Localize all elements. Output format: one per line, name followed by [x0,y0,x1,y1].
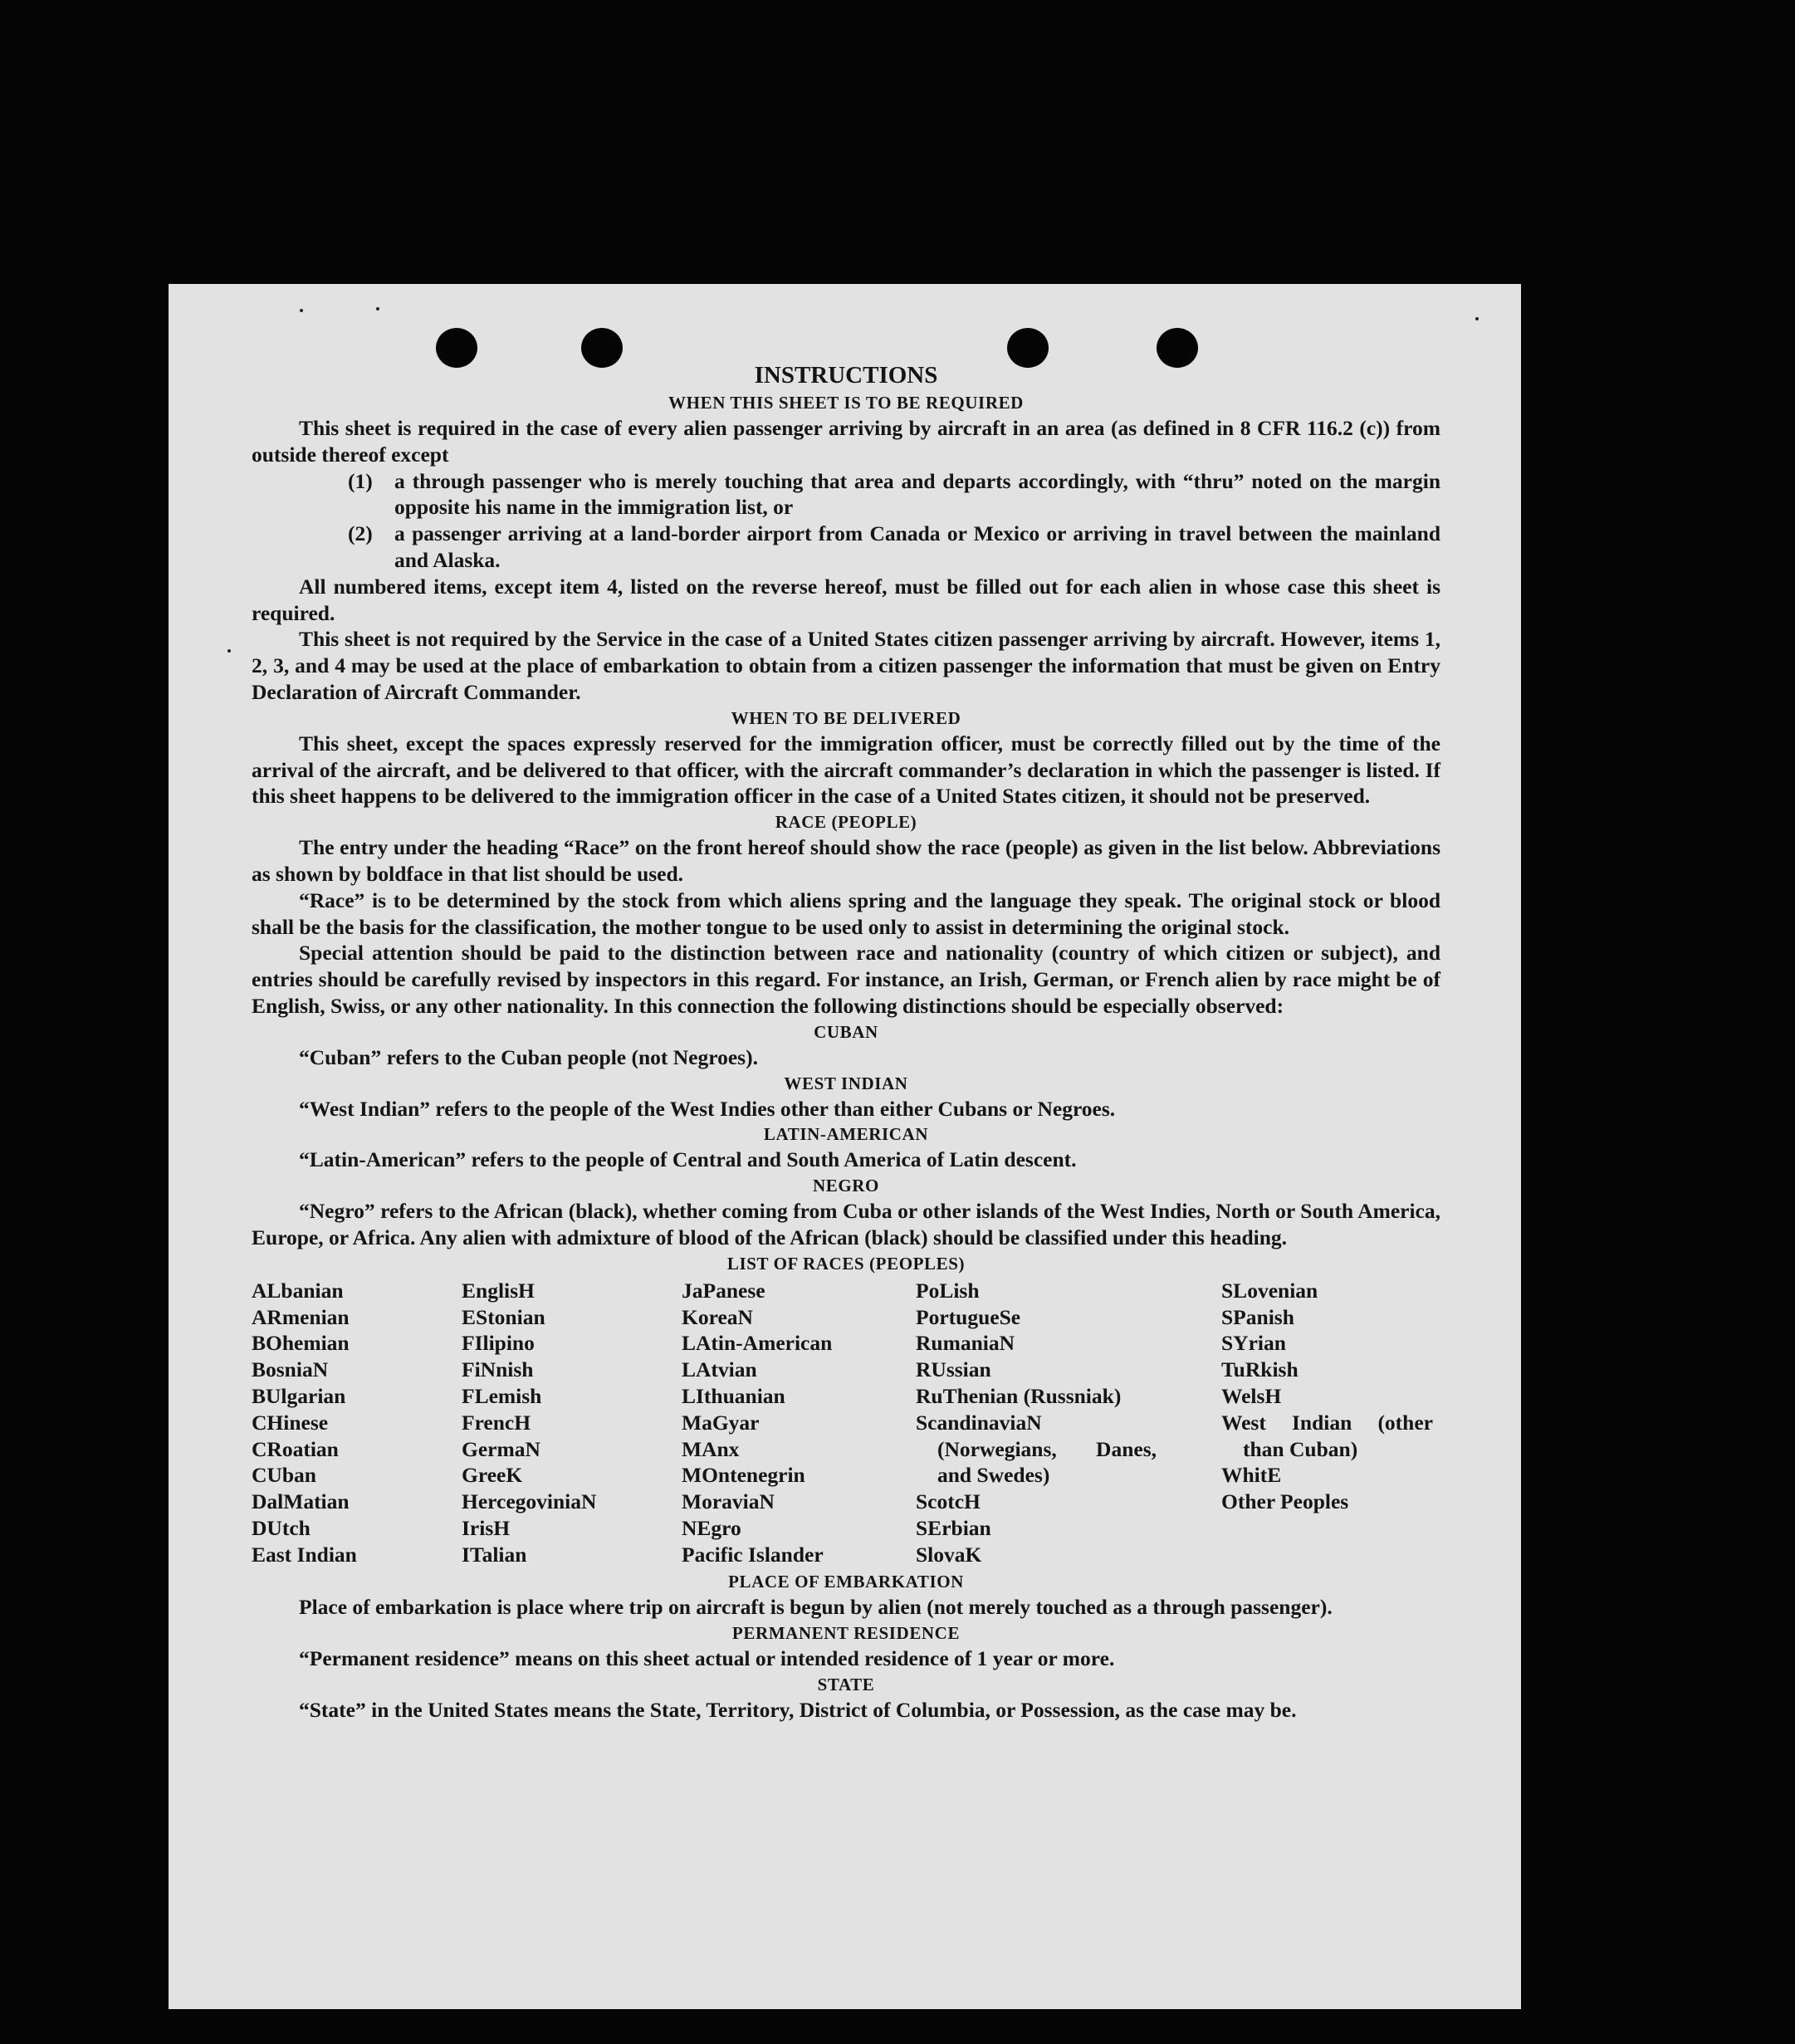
race-entry: MaGyar [682,1410,760,1435]
race-entry: PortugueSe [916,1304,1021,1329]
paragraph: This sheet is not required by the Service in the case of a United States citizen passenger arriving by aircraft. However, items 1, 2, 3, and 4 may be used at the place of embarkation to obtain from a citizen passenger the information that must be given on Entry Declaration of Aircraft Commander. [252,627,1440,704]
section-heading-delivered: WHEN TO BE DELIVERED [731,707,961,728]
races-column [1221,1278,1433,1568]
race-entry: EnglisH [462,1278,535,1303]
race-entry: Other Peoples [1221,1489,1349,1514]
paragraph: This sheet is required in the case of every alien passenger arriving by aircraft in an area (as defined in 8 CFR 116.2 (c)) from outside thereof except [252,416,1440,467]
race-entry: MoraviaN [682,1489,775,1514]
paragraph: “State” in the United States means the State, Territory, District of Columbia, or Possession, as the case may be. [299,1698,1297,1723]
section-heading-race: RACE (PEOPLE) [775,812,917,833]
paragraph: “Permanent residence” means on this sheet actual or intended residence of 1 year or more. [299,1646,1115,1671]
race-entry: BUlgarian [252,1383,346,1408]
race-entry: CRoatian [252,1436,339,1461]
paragraph: “Cuban” refers to the Cuban people (not Negroes). [299,1044,758,1069]
speck [376,307,379,311]
race-entry: GermaN [462,1436,540,1461]
race-entry: IrisH [462,1515,511,1540]
races-column [682,1278,916,1568]
race-entry: ALbanian [252,1278,344,1303]
race-entry: SLovenian [1221,1278,1318,1303]
section-heading-required: WHEN THIS SHEET IS TO BE REQUIRED [668,393,1024,413]
race-entry: RuThenian (Russniak) [916,1383,1122,1408]
race-entry: DUtch [252,1515,311,1540]
race-entry: FIlipino [462,1331,535,1356]
race-entry: LAtin-American [682,1331,833,1356]
speck [1475,317,1479,320]
paragraph: Place of embarkation is place where trip on aircraft is begun by alien (not merely touched as a through passenger). [299,1595,1333,1620]
race-entry: DalMatian [252,1489,350,1514]
section-heading-west-indian: WEST INDIAN [784,1073,908,1093]
race-entry: KoreaN [682,1304,753,1329]
race-entry: CUban [252,1463,316,1488]
item-number: (2) [348,521,373,546]
race-entry: LIthuanian [682,1383,785,1408]
speck [227,649,231,653]
race-entry: EStonian [462,1304,545,1329]
race-entry: BosniaN [252,1357,329,1382]
race-entry: JaPanese [682,1278,765,1303]
race-entry: SYrian [1221,1331,1286,1356]
race-entry: ITalian [462,1542,527,1567]
races-list [252,1278,1440,1568]
race-entry: LAtvian [682,1357,757,1382]
paragraph: All numbered items, except item 4, listed on the reverse hereof, must be filled out for each alien in whose case this sheet is required. [252,574,1440,625]
race-entry: ScotcH [916,1489,981,1514]
section-heading-residence: PERMANENT RESIDENCE [731,1623,961,1644]
item-text: a through passenger who is merely touching that area and departs accordingly, with “thru” noted on the margin opposite his name in the immigration list, or [394,468,1440,520]
races-column [462,1278,682,1568]
section-heading-embarkation: PLACE OF EMBARKATION [728,1572,964,1592]
race-entry: SlovaK [916,1542,982,1567]
list-item [252,468,1440,521]
race-entry: PoLish [916,1278,980,1303]
paragraph: The entry under the heading “Race” on the front hereof should show the race (people) as given in the list below. Abbreviations as shown by boldface in that list should be used. [252,835,1440,886]
race-entry: WhitE [1221,1463,1282,1488]
race-entry: West Indian (other than Cuban) [1221,1410,1433,1461]
paragraph: “West Indian” refers to the people of the West Indies other than either Cubans or Negroes. [299,1096,1116,1121]
paragraph: “Latin-American” refers to the people of Central and South America of Latin descent. [299,1147,1077,1172]
race-entry: TuRkish [1221,1357,1299,1382]
section-heading-cuban: CUBAN [814,1021,878,1042]
race-entry: East Indian [252,1542,357,1567]
paragraph: This sheet, except the spaces expressly reserved for the immigration officer, must be correctly filled out by the time of the arrival of the aircraft, and be delivered to that officer, with the aircraft commander’s declaration in which the passenger is listed. If this sheet happens to be delivered to the immigration officer in the case of a United States citizen, it should not be preserved. [252,731,1440,809]
race-entry: GreeK [462,1463,523,1488]
race-entry: MOntenegrin [682,1463,805,1488]
paragraph: Special attention should be paid to the distinction between race and nationality (country of which citizen or subject), and entries should be carefully revised by inspectors in this regard. For instance, an Irish, German, or French alien by race might be of English, Swiss, or any other nationality. In this connection the following distinctions should be especially observed: [252,941,1440,1018]
race-entry: BOhemian [252,1331,350,1356]
race-entry: CHinese [252,1410,329,1435]
race-entry: RumaniaN [916,1331,1015,1356]
section-heading-latin-american: LATIN-AMERICAN [763,1124,929,1145]
speck [300,309,303,312]
race-entry: NEgro [682,1515,741,1540]
race-entry: FLemish [462,1383,542,1408]
race-entry: FiNnish [462,1357,534,1382]
races-column [916,1278,1221,1568]
item-number: (1) [348,468,373,493]
race-entry: MAnx [682,1436,740,1461]
section-heading-state: STATE [817,1675,875,1695]
races-column [252,1278,462,1568]
race-entry: SErbian [916,1515,991,1540]
race-entry: HercegoviniaN [462,1489,597,1514]
section-heading-negro: NEGRO [812,1176,879,1196]
instructions-content [252,360,1440,1724]
race-entry: Pacific Islander [682,1542,824,1567]
page-title: INSTRUCTIONS [754,362,938,389]
document-sheet [169,284,1521,2009]
race-entry: ARmenian [252,1304,350,1329]
list-item [252,521,1440,574]
section-heading-races-list: LIST OF RACES (PEOPLES) [726,1253,966,1274]
race-entry: WelsH [1221,1383,1282,1408]
race-entry: ScandinaviaN (Norwegians, Danes, and Swedes) [916,1410,1157,1488]
item-text: a passenger arriving at a land-border airport from Canada or Mexico or arriving in travel between the mainland and Alaska. [394,521,1440,572]
paragraph: “Negro” refers to the African (black), whether coming from Cuba or other islands of the West Indies, North or South America, Europe, or Africa. Any alien with admixture of blood of the African (black) should be classified under this heading. [252,1199,1440,1249]
race-entry: SPanish [1221,1304,1294,1329]
race-entry: RUssian [916,1357,991,1382]
race-entry: FrencH [462,1410,531,1435]
paragraph: “Race” is to be determined by the stock from which aliens spring and the language they speak. The original stock or blood shall be the basis for the classification, the mother tongue to be used only to assist in determining the original stock. [252,888,1440,939]
